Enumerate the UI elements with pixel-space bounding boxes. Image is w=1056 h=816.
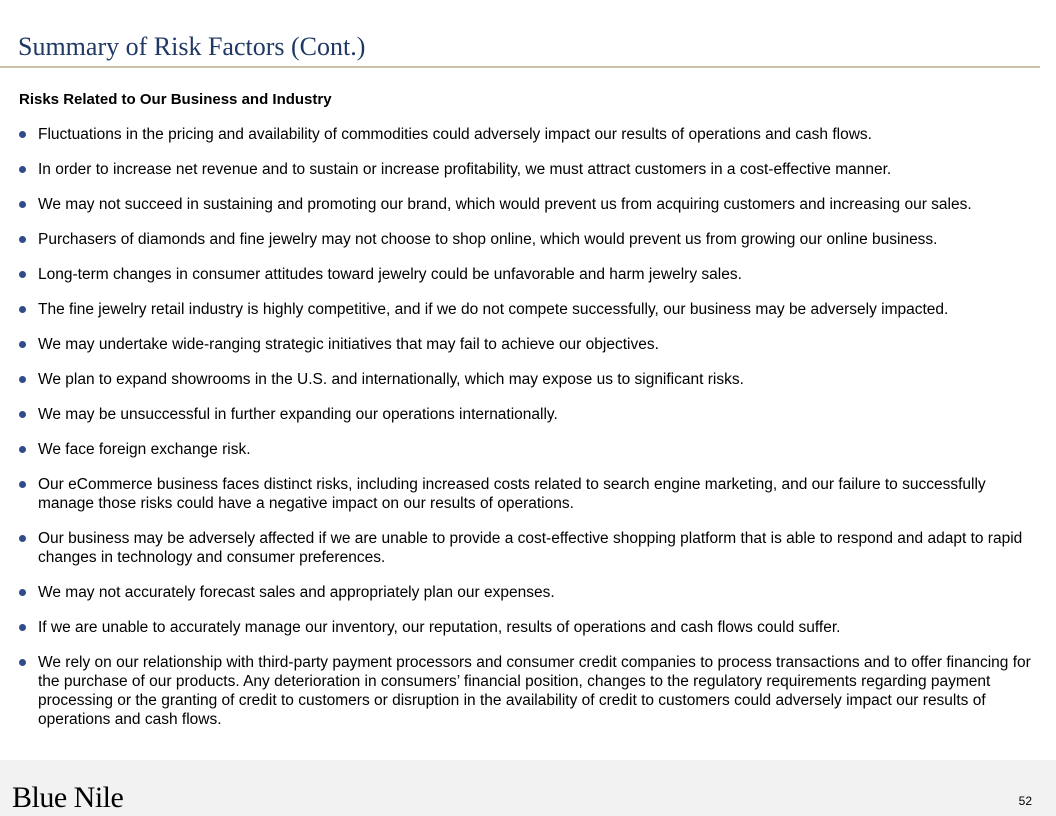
risk-text: Long-term changes in consumer attitudes toward jewelry could be unfavorable and harm jewelry sales.	[38, 266, 742, 283]
bullet-dot-icon	[19, 201, 26, 208]
risk-item	[0, 195, 1040, 214]
footer-band	[0, 760, 1056, 816]
bullet-dot-icon	[19, 271, 26, 278]
risk-item	[0, 405, 1040, 424]
bullet-dot-icon	[19, 376, 26, 383]
bullet-dot-icon	[19, 341, 26, 348]
bullet-dot-icon	[19, 131, 26, 138]
bullet-dot-icon	[19, 236, 26, 243]
bullet-dot-icon	[19, 446, 26, 453]
risk-text: If we are unable to accurately manage our inventory, our reputation, results of operations and cash flows could suffer.	[38, 619, 841, 636]
bullet-dot-icon	[19, 659, 26, 666]
risk-text: Purchasers of diamonds and fine jewelry may not choose to shop online, which would prevent us from growing our online business.	[38, 231, 938, 248]
risk-text: The fine jewelry retail industry is highly competitive, and if we do not compete successfully, our business may be adversely impacted.	[38, 301, 949, 318]
risk-text: We plan to expand showrooms in the U.S. and internationally, which may expose us to significant risks.	[38, 371, 744, 388]
risk-text: Our eCommerce business faces distinct risks, including increased costs related to search engine marketing, and our failure to successfully manage those risks could have a negative impact on our results of operations.	[38, 476, 986, 512]
risk-text: We may not accurately forecast sales and appropriately plan our expenses.	[38, 584, 555, 601]
risk-text: Fluctuations in the pricing and availability of commodities could adversely impact our results of operations and cash flows.	[38, 126, 872, 143]
risk-item	[0, 160, 1040, 179]
risk-text: We may not succeed in sustaining and promoting our brand, which would prevent us from acquiring customers and increasing our sales.	[38, 196, 972, 213]
bullet-dot-icon	[19, 306, 26, 313]
risk-text: In order to increase net revenue and to sustain or increase profitability, we must attract customers in a cost-effective manner.	[38, 161, 892, 178]
risk-item	[0, 653, 1040, 729]
risk-list	[0, 125, 1040, 745]
risk-text: We rely on our relationship with third-party payment processors and consumer credit companies to process transactions and to offer financing for the purchase of our products. Any deterioration in consumers’ financial position, changes to the regulatory requirements regarding payment processing or the granting of credit to customers or disruption in the availability of credit to customers could adversely impact our results of operations and cash flows.	[38, 654, 1031, 728]
risk-item	[0, 125, 1040, 144]
risk-item	[0, 529, 1040, 567]
risk-item	[0, 370, 1040, 389]
bullet-dot-icon	[19, 481, 26, 488]
blue-nile-logo: Blue Nile	[12, 781, 124, 814]
bullet-dot-icon	[19, 589, 26, 596]
risk-text: We may undertake wide-ranging strategic initiatives that may fail to achieve our objectives.	[38, 336, 659, 353]
risk-item	[0, 583, 1040, 602]
risk-item	[0, 230, 1040, 249]
bullet-dot-icon	[19, 411, 26, 418]
risk-text: We face foreign exchange risk.	[38, 441, 251, 458]
risk-item	[0, 618, 1040, 637]
risk-text: Our business may be adversely affected if we are unable to provide a cost-effective shopping platform that is able to respond and adapt to rapid changes in technology and consumer preferences.	[38, 530, 1023, 566]
risk-item	[0, 475, 1040, 513]
bullet-dot-icon	[19, 166, 26, 173]
risk-text: We may be unsuccessful in further expanding our operations internationally.	[38, 406, 558, 423]
page-number: 52	[1018, 794, 1032, 808]
title-divider	[0, 66, 1040, 68]
risk-item	[0, 440, 1040, 459]
section-heading: Risks Related to Our Business and Industry	[19, 91, 332, 108]
risk-item	[0, 300, 1040, 319]
bullet-dot-icon	[19, 624, 26, 631]
slide-title: Summary of Risk Factors (Cont.)	[18, 32, 366, 61]
risk-item	[0, 265, 1040, 284]
bullet-dot-icon	[19, 535, 26, 542]
risk-item	[0, 335, 1040, 354]
